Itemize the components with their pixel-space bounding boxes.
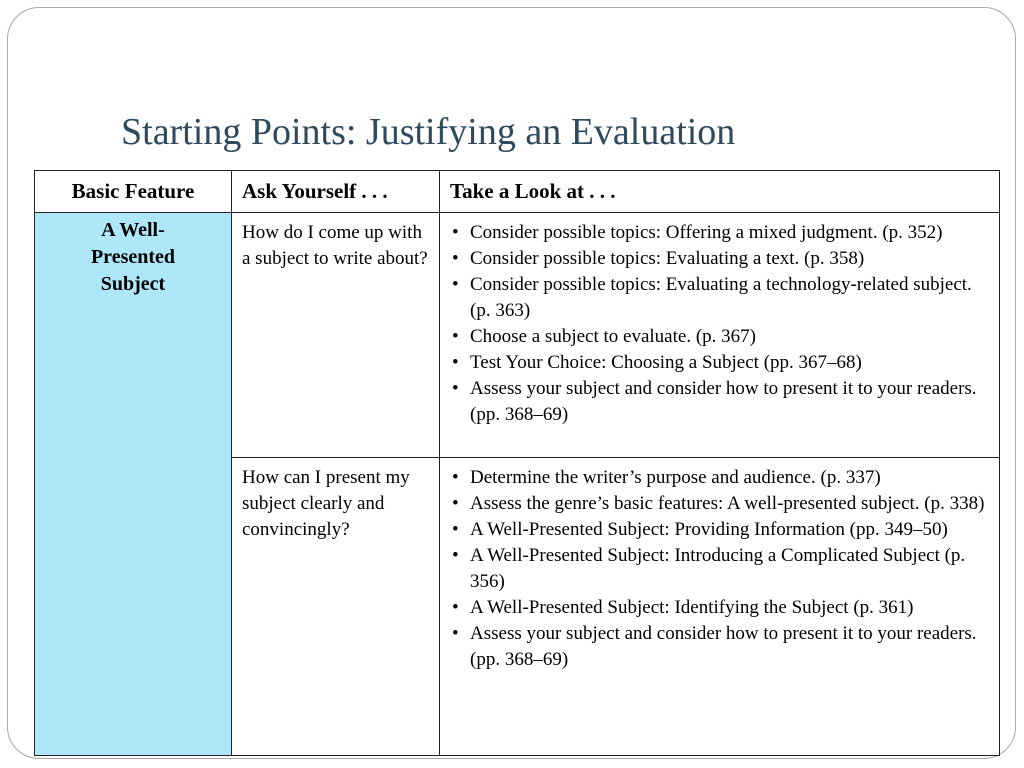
header-ask-yourself: Ask Yourself . . . <box>232 171 440 213</box>
list-item: • Choose a subject to evaluate. (p. 367) <box>448 324 989 350</box>
feature-cell-well-presented-subject: A Well-Presented Subject <box>35 213 232 756</box>
list-item: • Consider possible topics: Evaluating a technology-related subject. (p. 363) <box>448 272 989 324</box>
slide-title: Starting Points: Justifying an Evaluation <box>121 111 736 153</box>
list-item: • A Well-Presented Subject: Identifying the Subject (p. 361) <box>448 595 989 621</box>
table-row <box>35 213 1000 458</box>
list-item: • Test Your Choice: Choosing a Subject (pp. 367–68) <box>448 350 989 376</box>
list-item: • A Well-Presented Subject: Providing Information (pp. 349–50) <box>448 517 989 543</box>
table-header-row <box>35 171 1000 213</box>
question-cell: How can I present my subject clearly and convincingly? <box>232 458 440 756</box>
list-item: • A Well-Presented Subject: Introducing a Complicated Subject (p. 356) <box>448 543 989 595</box>
header-basic-feature: Basic Feature <box>35 171 232 213</box>
reference-list <box>448 220 989 428</box>
list-item: • Assess your subject and consider how to present it to your readers. (pp. 368–69) <box>448 621 989 673</box>
header-take-a-look: Take a Look at . . . <box>440 171 1000 213</box>
starting-points-table <box>34 170 1000 756</box>
list-item: • Consider possible topics: Offering a mixed judgment. (p. 352) <box>448 220 989 246</box>
list-item: • Assess the genre’s basic features: A well-presented subject. (p. 338) <box>448 491 989 517</box>
list-item: • Consider possible topics: Evaluating a text. (p. 358) <box>448 246 989 272</box>
references-cell <box>440 458 1000 756</box>
list-item: • Assess your subject and consider how to present it to your readers. (pp. 368–69) <box>448 376 989 428</box>
reference-list <box>448 465 989 673</box>
list-item: • Determine the writer’s purpose and audience. (p. 337) <box>448 465 989 491</box>
question-cell: How do I come up with a subject to write about? <box>232 213 440 458</box>
references-cell <box>440 213 1000 458</box>
